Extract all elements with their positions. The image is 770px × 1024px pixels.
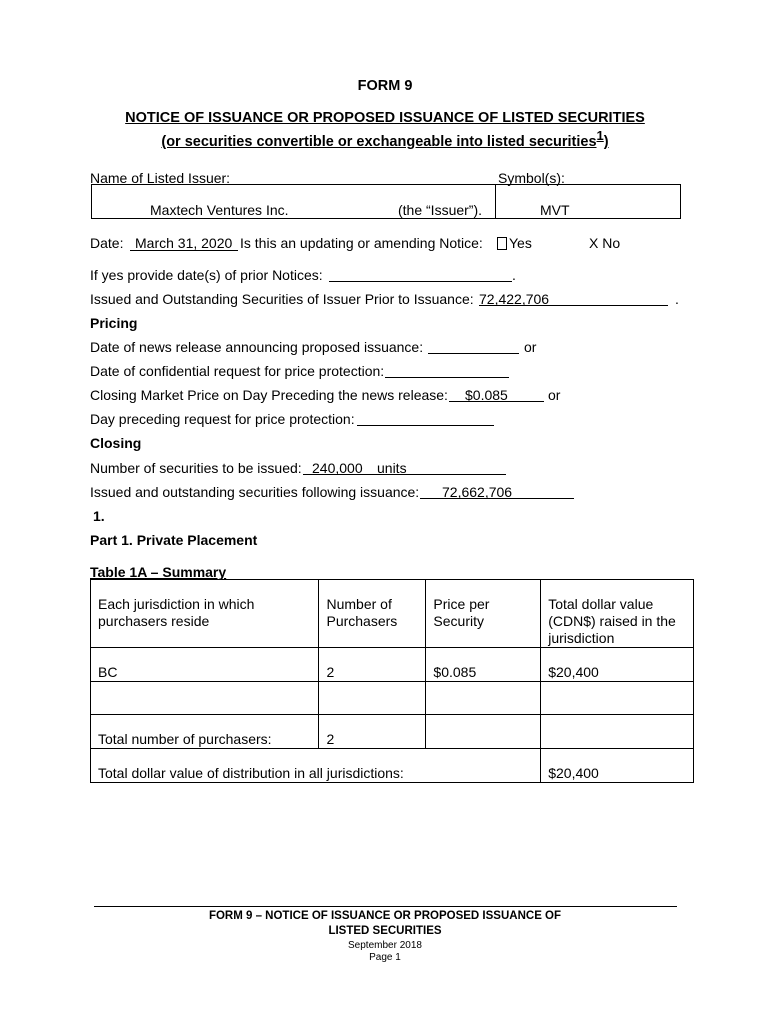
outstanding-prior-value: 72,422,706 [479,291,550,307]
subtitle-close: ) [603,133,609,150]
no-label: X No [589,235,621,251]
cell-price [426,682,541,715]
footer-page: Page 1 [369,952,401,963]
issuer-name-label: Name of Listed Issuer: [90,170,231,186]
yes-label: Yes [509,235,532,251]
cell-total-value [541,682,694,715]
outstanding-after-underline [420,498,574,499]
table-title: Table 1A – Summary [90,564,227,580]
subtitle-footnote: 1 [596,128,604,143]
outstanding-prior-underline [479,305,668,306]
num-securities-underline [303,474,506,475]
closing-price-or: or [548,387,561,403]
subtitle-text: (or securities convertible or exchangeable into listed securities [161,133,597,150]
issuer-tag: (the “Issuer”). [398,202,483,218]
amend-question: Is this an updating or amending Notice: [240,235,483,251]
table-row [91,648,694,682]
footer-line2: LISTED SECURITIES [328,925,442,937]
cell-num-purchasers [319,682,426,715]
outstanding-prior-period: . [675,291,679,307]
form-title: FORM 9 [357,78,413,94]
header-total-value: Total dollar value (CDN$) raised in the jurisdiction [541,580,694,648]
header-jurisdiction: Each jurisdiction in which purchasers reside [91,580,319,648]
closing-heading: Closing [90,435,142,451]
cell-price: $0.085 [426,648,541,682]
table-header-row [91,580,694,648]
cell-jurisdiction [91,682,319,715]
table-row [91,682,694,715]
total-value-label: Total dollar value of distribution in all jurisdictions: [91,749,541,783]
summary-table [90,579,694,783]
date-label: Date: [90,235,124,251]
prior-notices-field[interactable] [329,281,512,282]
total-purchasers-label: Total number of purchasers: [91,715,319,749]
outstanding-after-value: 72,662,706 [442,484,513,500]
footer-line1: FORM 9 – NOTICE OF ISSUANCE OR PROPOSED ISSUANCE OF [208,910,562,922]
num-securities-label: Number of securities to be issued: [90,460,302,476]
prior-notices-label: If yes provide date(s) of prior Notices: [90,267,323,283]
prior-notices-period: . [512,267,516,283]
cell-num-purchasers: 2 [319,648,426,682]
part-title: Part 1. Private Placement [90,532,258,548]
closing-price-label: Closing Market Price on Day Preceding the news release: [90,387,448,403]
issuer-name: Maxtech Ventures Inc. [150,202,289,218]
issuer-symbol: MVT [540,202,570,218]
date-value: March 31, 2020 [135,235,233,251]
day-preceding-label: Day preceding request for price protection: [90,411,355,427]
pricing-heading: Pricing [90,315,138,331]
footer-rule [94,906,677,907]
total-purchasers-row [91,715,694,749]
news-release-label: Date of news release announcing proposed issuance: [90,339,424,355]
news-release-or: or [524,339,537,355]
header-num-purchasers: Number of Purchasers [319,580,426,648]
cell-total-value: $20,400 [541,648,694,682]
num-securities-value: 240,000 [312,460,363,476]
confidential-field[interactable] [385,377,509,378]
total-purchasers-empty-1 [426,715,541,749]
total-value-row [91,749,694,783]
total-purchasers-value: 2 [319,715,426,749]
confidential-label: Date of confidential request for price protection: [90,363,385,379]
header-price: Price per Security [426,580,541,648]
date-underline [130,250,238,251]
total-purchasers-empty-2 [541,715,694,749]
total-value: $20,400 [541,749,694,783]
footer-date: September 2018 [348,940,422,951]
outstanding-prior-label: Issued and Outstanding Securities of Issuer Prior to Issuance: [90,291,474,307]
notice-title: NOTICE OF ISSUANCE OR PROPOSED ISSUANCE OF LISTED SECURITIES [125,110,645,126]
part-number: 1. [93,508,105,524]
yes-checkbox[interactable] [497,237,507,250]
closing-price-value: $0.085 [465,387,508,403]
day-preceding-field[interactable] [357,425,494,426]
outstanding-after-label: Issued and outstanding securities following issuance: [90,484,420,500]
symbol-label: Symbol(s): [498,170,565,186]
news-release-field[interactable] [428,353,519,354]
closing-price-underline [449,401,544,402]
num-securities-unit: units [377,460,407,476]
notice-subtitle [0,128,770,150]
cell-jurisdiction: BC [91,648,319,682]
issuer-box-divider [495,185,496,218]
